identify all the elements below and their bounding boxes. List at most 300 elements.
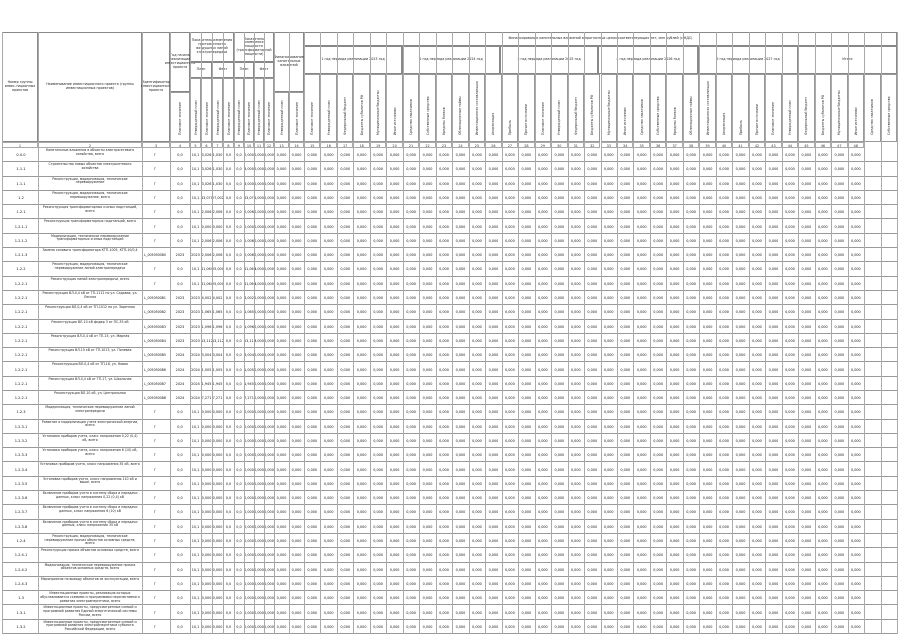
table-row	[2, 520, 897, 534]
grid-line	[617, 32, 618, 634]
row-value-cell: 0,000	[276, 253, 287, 258]
row-value-cell: 0,000	[834, 539, 845, 544]
header-subcolumn	[403, 74, 419, 142]
row-value-cell: 0,000	[669, 496, 680, 501]
row-value-cell: 0,000	[537, 238, 548, 243]
row-value-cell: 0,000	[818, 167, 828, 172]
row-value-cell: 0,000	[276, 281, 287, 286]
row-value-cell: 0,000	[719, 196, 729, 201]
row-value-cell: 0,000	[356, 524, 367, 529]
row-value-cell: 0,000	[406, 224, 416, 229]
row-value-cell: 0,000	[554, 439, 565, 444]
row-value-cell: 0,000	[356, 224, 367, 229]
row-value-cell: 0,000	[735, 524, 746, 529]
row-project-name: Капитальные вложения в объекты электросетевого хозяйства, всего	[45, 148, 135, 156]
row-value-cell: 0,000	[340, 281, 351, 286]
row-value-cell: 0,000	[472, 467, 482, 472]
row-value-cell: 0,000	[636, 153, 647, 158]
row-value-cell: 0,0	[225, 453, 232, 458]
row-value-cell: 0,000	[254, 224, 264, 229]
row-value-cell: 0,000	[570, 510, 581, 515]
row-value-cell: 0,000	[356, 267, 367, 272]
row-value-cell: 0,000	[472, 424, 482, 429]
row-value-cell: 0,000	[244, 410, 254, 415]
table-row	[2, 219, 897, 233]
column-number: 14	[289, 142, 304, 148]
column-number: 27	[502, 142, 518, 148]
row-value-cell: 0,000	[212, 224, 223, 229]
row-value-cell: 0,000	[389, 381, 400, 386]
row-value-cell: 0,000	[201, 510, 212, 515]
row-value-cell: 0,000	[389, 496, 400, 501]
row-value-cell: 0,000	[653, 253, 663, 258]
row-value-cell: 0,000	[554, 281, 565, 286]
row-value-cell: 0,000	[801, 581, 812, 586]
row-value-cell: 0,000	[603, 181, 614, 186]
row-value-cell: 0,0	[177, 624, 183, 629]
row-value-cell: 0,000	[472, 210, 482, 215]
row-value-cell: 0,000	[686, 310, 696, 315]
row-value-cell: 0,000	[834, 210, 845, 215]
row-value-cell: 0,000	[570, 224, 581, 229]
row-value-cell: 0,000	[785, 553, 795, 558]
row-value-cell: 0,000	[389, 167, 400, 172]
row-value-cell: 0,000	[570, 524, 581, 529]
row-value-cell: 0,000	[834, 553, 845, 558]
row-value-cell: 0,000	[455, 167, 466, 172]
row-value-cell: 0,000	[244, 439, 254, 444]
row-value-cell: 0,000	[603, 467, 614, 472]
row-value-cell: 0,000	[735, 153, 746, 158]
row-value-cell: 0,000	[735, 338, 746, 343]
row-value-cell: 0,000	[340, 253, 351, 258]
row-value-cell: 0,000	[818, 467, 828, 472]
row-value-cell: 0,000	[653, 381, 663, 386]
row-value-cell: 0,000	[587, 424, 598, 429]
row-value-cell: 0,000	[603, 439, 614, 444]
row-value-cell: 0,000	[818, 310, 828, 315]
row-value-cell: 0,000	[422, 524, 433, 529]
row-value-cell: 0,000	[554, 167, 565, 172]
row-value-cell: 0,000	[439, 324, 449, 329]
row-value-cell: 0,000	[537, 267, 548, 272]
row-value-cell: 0,000	[801, 267, 812, 272]
row-value-cell: 0,000	[521, 567, 532, 572]
row-value-cell: 0,000	[818, 424, 828, 429]
table-row	[2, 534, 897, 548]
row-value-cell: 0,000	[455, 553, 466, 558]
row-value-cell: 0,000	[389, 238, 400, 243]
row-value-cell: 0,000	[505, 481, 515, 486]
row-value-cell: 41,065	[244, 267, 256, 272]
row-value-cell: 0,000	[752, 224, 762, 229]
row-value-cell: 0,000	[521, 367, 532, 372]
row-value-cell: 0,000	[636, 624, 647, 629]
row-value-cell: 0,000	[620, 510, 631, 515]
row-value-cell: 0,000	[356, 424, 367, 429]
row-project-id: Г	[154, 439, 156, 444]
row-value-cell: 0,000	[291, 467, 302, 472]
row-value-cell: 0,000	[752, 296, 762, 301]
header-subcolumn-label: Плановое значение	[226, 102, 231, 135]
row-value-cell: 1,030	[212, 181, 223, 186]
row-value-cell: 0,000	[801, 510, 812, 515]
row-value-cell: 10,1	[191, 153, 200, 158]
row-value-cell: 0,0	[177, 481, 183, 486]
header-subcolumn-label: Утвержденный план	[326, 100, 331, 135]
row-value-cell: 0,000	[850, 496, 861, 501]
row-value-cell: 0,000	[439, 424, 449, 429]
row-value-cell: 0,000	[636, 267, 647, 272]
row-value-cell: 0,000	[587, 296, 598, 301]
row-value-cell: 0,000	[669, 481, 680, 486]
row-value-cell: 0,0	[225, 553, 232, 558]
row-value-cell: 0,000	[472, 367, 482, 372]
row-value-cell: 7,271	[201, 396, 212, 401]
row-value-cell: 0,000	[212, 510, 223, 515]
row-value-cell: 13,112	[201, 338, 213, 343]
row-value-cell: 0,000	[244, 624, 254, 629]
row-value-cell: 0,000	[752, 596, 762, 601]
row-value-cell: 0,000	[537, 396, 548, 401]
row-value-cell: 0,000	[801, 610, 812, 615]
row-value-cell: 0,000	[752, 238, 762, 243]
row-value-cell: 0,000	[505, 281, 515, 286]
row-value-cell: 0,000	[719, 381, 729, 386]
row-value-cell: 0,000	[785, 439, 795, 444]
row-value-cell: 2024	[191, 367, 200, 372]
header-subcolumn-label: Прочие источники	[754, 104, 759, 135]
row-value-cell: 0,000	[323, 153, 334, 158]
row-value-cell: 0,000	[356, 381, 367, 386]
row-value-cell: 0,000	[356, 610, 367, 615]
row-value-cell: 0,000	[735, 496, 746, 501]
row-value-cell: 0,000	[276, 396, 287, 401]
row-value-cell: 0,000	[587, 167, 598, 172]
row-value-cell: 0,000	[505, 596, 515, 601]
row-value-cell: 0,000	[422, 296, 433, 301]
row-value-cell: 0,000	[291, 596, 302, 601]
row-value-cell: 0,000	[521, 253, 532, 258]
row-value-cell: 0,000	[686, 610, 696, 615]
row-value-cell: 0,000	[455, 439, 466, 444]
row-value-cell: 0,000	[254, 453, 264, 458]
row-group-number: 1.2.2.1	[14, 396, 28, 401]
row-value-cell: 0,000	[719, 610, 729, 615]
table-row	[2, 420, 897, 434]
row-value-cell: 0,000	[785, 510, 795, 515]
row-value-cell: 0,000	[422, 224, 433, 229]
row-value-cell: 1,005	[212, 367, 223, 372]
row-project-name: Развитие и модернизация учета электрической энергии, всего	[41, 419, 139, 428]
row-value-cell: 0,000	[472, 396, 482, 401]
grid-line	[502, 32, 503, 634]
row-value-cell: 0,000	[422, 467, 433, 472]
row-value-cell: 0,000	[373, 181, 383, 186]
row-value-cell: 0,000	[537, 410, 548, 415]
header-subcolumn-label: Кредиты банков	[442, 107, 446, 135]
row-value-cell: 0,000	[834, 439, 845, 444]
row-value-cell: 0,000	[422, 410, 433, 415]
row-value-cell: 0,000	[356, 310, 367, 315]
row-value-cell: 0,000	[801, 553, 812, 558]
header-subcolumn	[815, 74, 831, 142]
row-value-cell: 0,000	[291, 453, 302, 458]
table-row	[2, 205, 897, 219]
row-value-cell: 1,065	[212, 310, 223, 315]
row-value-cell: 0,000	[307, 581, 318, 586]
row-value-cell: 0,000	[455, 624, 466, 629]
row-value-cell: 0,0	[177, 524, 183, 529]
row-value-cell: 0,0	[177, 267, 183, 272]
row-value-cell: 0,000	[587, 196, 598, 201]
row-value-cell: 0,000	[373, 253, 383, 258]
row-value-cell: 0,000	[653, 196, 663, 201]
row-project-id: Г	[154, 453, 156, 458]
row-value-cell: 0,000	[620, 524, 631, 529]
row-value-cell: 0,0	[236, 338, 242, 343]
row-project-name: Реконструкция ВЛ-0,4 кВ от ТП-15, ул. Мирная	[50, 333, 130, 338]
row-value-cell: 0,000	[669, 324, 680, 329]
row-value-cell: 0,000	[521, 296, 532, 301]
grid-line	[782, 32, 783, 634]
row-value-cell: 0,000	[340, 338, 351, 343]
column-number: 41	[732, 142, 748, 148]
row-value-cell: 0,000	[307, 481, 318, 486]
grid-line	[551, 32, 552, 634]
row-value-cell: 0,000	[537, 467, 548, 472]
row-value-cell: 0,000	[636, 196, 647, 201]
row-value-cell: 0,000	[455, 338, 466, 343]
row-value-cell: 0,000	[850, 567, 861, 572]
row-value-cell: 0,000	[212, 410, 223, 415]
row-value-cell: 0,000	[686, 496, 696, 501]
row-value-cell: 0,000	[686, 238, 696, 243]
row-value-cell: 0,000	[291, 324, 302, 329]
row-value-cell: 0,000	[323, 424, 334, 429]
row-value-cell: 0,000	[340, 610, 351, 615]
row-value-cell: 0,000	[537, 539, 548, 544]
row-value-cell: 0,000	[801, 367, 812, 372]
header-subcolumn-label: Бюджеты субъектов РФ	[590, 94, 595, 135]
row-value-cell: 0,000	[850, 524, 861, 529]
grid-line	[142, 32, 143, 634]
row-value-cell: 0,000	[422, 453, 433, 458]
row-project-name: Реконструкция, модернизация, техническое перевооружение	[52, 176, 128, 185]
row-project-id: L_0050500B5	[144, 353, 166, 358]
row-value-cell: 0,000	[570, 553, 581, 558]
row-value-cell: 0,000	[537, 553, 548, 558]
row-value-cell: 0,000	[785, 253, 795, 258]
row-value-cell: 0,000	[521, 353, 532, 358]
row-project-id: Г	[154, 581, 156, 586]
row-value-cell: 0,000	[373, 238, 383, 243]
row-value-cell: 0,000	[702, 610, 713, 615]
row-value-cell: 0,000	[373, 338, 383, 343]
row-value-cell: 0,000	[244, 496, 254, 501]
row-value-cell: 0,0	[225, 181, 232, 186]
header-subcolumn	[683, 74, 699, 142]
row-value-cell: 0,000	[669, 510, 680, 515]
row-value-cell: 0,000	[570, 567, 581, 572]
column-number: 20	[386, 142, 402, 148]
row-value-cell: 0,000	[323, 524, 334, 529]
table-row	[2, 291, 897, 305]
row-value-cell: 0,000	[356, 410, 367, 415]
row-value-cell: 0,000	[636, 338, 647, 343]
grid-line	[683, 32, 684, 634]
row-project-name: Замена силового трансформатора КТП-1005, КТП-10/0,4	[42, 248, 138, 253]
table-row	[2, 334, 897, 348]
row-value-cell: 0,000	[406, 381, 416, 386]
row-group-number: 1.2.1.2	[14, 238, 28, 243]
header-subcolumn-label: Прибыль	[507, 120, 512, 135]
row-group-number: 1.3	[18, 596, 24, 601]
row-value-cell: 0,0	[177, 453, 183, 458]
row-value-cell: 0,000	[439, 310, 449, 315]
header-subcolumn	[535, 74, 551, 142]
row-value-cell: 0,000	[264, 253, 274, 258]
row-value-cell: 0,000	[323, 310, 334, 315]
row-value-cell: 0,000	[307, 467, 318, 472]
row-value-cell: 0,0	[225, 210, 232, 215]
grid-line	[223, 32, 224, 634]
row-value-cell: 0,000	[254, 253, 264, 258]
row-value-cell: 0,000	[834, 496, 845, 501]
grid-line	[831, 32, 832, 634]
row-value-cell: 0,000	[752, 396, 762, 401]
row-value-cell: 0,000	[735, 453, 746, 458]
column-number: 7	[212, 142, 223, 148]
row-value-cell: 0,000	[653, 467, 663, 472]
row-value-cell: 0,000	[752, 153, 762, 158]
row-value-cell: 0,000	[686, 439, 696, 444]
investment-program-table	[2, 32, 897, 634]
row-value-cell: 0,000	[291, 510, 302, 515]
row-value-cell: 0,000	[356, 539, 367, 544]
row-value-cell: 0,000	[768, 253, 779, 258]
row-value-cell: 0,000	[472, 510, 482, 515]
row-value-cell: 0,000	[521, 610, 532, 615]
row-value-cell: 0,000	[488, 396, 499, 401]
row-value-cell: 0,000	[554, 553, 565, 558]
row-value-cell: 0,000	[422, 196, 433, 201]
row-group-number: 1.3.2	[16, 624, 26, 629]
row-value-cell: 0,000	[505, 424, 515, 429]
table-row	[2, 563, 897, 577]
row-value-cell: 0,000	[735, 610, 746, 615]
row-value-cell: 0,000	[735, 596, 746, 601]
row-value-cell: 0,000	[850, 396, 861, 401]
row-value-cell: 0,000	[307, 253, 318, 258]
grid-line	[535, 32, 536, 634]
row-value-cell: 0,000	[653, 496, 663, 501]
row-value-cell: 0,000	[669, 153, 680, 158]
row-value-cell: 0,000	[201, 224, 212, 229]
row-value-cell: 0,0	[225, 238, 232, 243]
row-value-cell: 0,000	[373, 610, 383, 615]
row-value-cell: 0,000	[340, 453, 351, 458]
row-value-cell: 0,000	[505, 181, 515, 186]
row-group-number: 1.2.4	[16, 539, 26, 544]
row-value-cell: 2,006	[212, 238, 223, 243]
row-value-cell: 0,000	[291, 181, 302, 186]
row-value-cell: 41,064	[201, 267, 213, 272]
row-value-cell: 0,0	[177, 567, 183, 572]
row-value-cell: 0,000	[373, 324, 383, 329]
row-project-id: Г	[154, 524, 156, 529]
row-value-cell: 0,000	[735, 324, 746, 329]
row-value-cell: 0,000	[686, 596, 696, 601]
row-value-cell: 0,000	[653, 167, 663, 172]
row-value-cell: 0,000	[488, 424, 499, 429]
row-value-cell: 2023	[191, 324, 200, 329]
table-row	[2, 277, 897, 291]
row-value-cell: 0,000	[264, 424, 274, 429]
row-value-cell: 0,000	[521, 596, 532, 601]
row-value-cell: 0,0	[177, 581, 183, 586]
column-number: 25	[469, 142, 485, 148]
row-value-cell: 0,000	[636, 353, 647, 358]
row-value-cell: 0,000	[818, 267, 828, 272]
row-value-cell: 0,000	[752, 367, 762, 372]
row-value-cell: 0,000	[834, 367, 845, 372]
row-value-cell: 0,000	[323, 338, 334, 343]
row-value-cell: 0,000	[340, 424, 351, 429]
row-value-cell: 0,000	[603, 410, 614, 415]
header-subcolumn-label: Плановое значение	[178, 102, 182, 135]
row-value-cell: 0,000	[620, 567, 631, 572]
row-value-cell: 10,1	[191, 167, 200, 172]
row-value-cell: 0,000	[537, 324, 548, 329]
row-value-cell: 0,000	[702, 439, 713, 444]
row-project-id: L_0050500B3	[144, 324, 166, 329]
row-value-cell: 0,000	[276, 224, 287, 229]
row-value-cell: 0,000	[521, 196, 532, 201]
column-number: 32	[584, 142, 600, 148]
row-value-cell: 0,000	[554, 338, 565, 343]
row-value-cell: 0,000	[669, 296, 680, 301]
row-value-cell: 0,000	[340, 324, 351, 329]
header-subcolumn-label: Амортизация	[491, 112, 496, 135]
header-subcolumn	[370, 74, 386, 142]
row-value-cell: 0,000	[686, 338, 696, 343]
row-value-cell: 0,000	[472, 553, 482, 558]
row-value-cell: 0,000	[603, 253, 614, 258]
row-value-cell: 10,1	[191, 267, 200, 272]
row-value-cell: 0,000	[276, 181, 287, 186]
grid-line	[289, 32, 290, 634]
row-value-cell: 0,000	[505, 624, 515, 629]
row-value-cell: 0,000	[801, 467, 812, 472]
header-subcolumn	[518, 74, 534, 142]
row-value-cell: 0,000	[201, 610, 212, 615]
row-value-cell: 0,000	[686, 353, 696, 358]
row-value-cell: 0,000	[244, 610, 254, 615]
row-value-cell: 10,1	[191, 210, 200, 215]
row-value-cell: 0,000	[587, 324, 598, 329]
row-value-cell: 0,000	[850, 338, 861, 343]
row-value-cell: 0,000	[669, 424, 680, 429]
row-group-number: 1.2.2.1	[14, 338, 28, 343]
row-value-cell: 0,000	[735, 224, 746, 229]
row-value-cell: 0,000	[537, 281, 548, 286]
row-value-cell: 0,000	[323, 539, 334, 544]
row-value-cell: 0,000	[264, 167, 274, 172]
row-value-cell: 0,000	[422, 624, 433, 629]
row-value-cell: 0,000	[422, 324, 433, 329]
row-value-cell: 0,000	[373, 553, 383, 558]
